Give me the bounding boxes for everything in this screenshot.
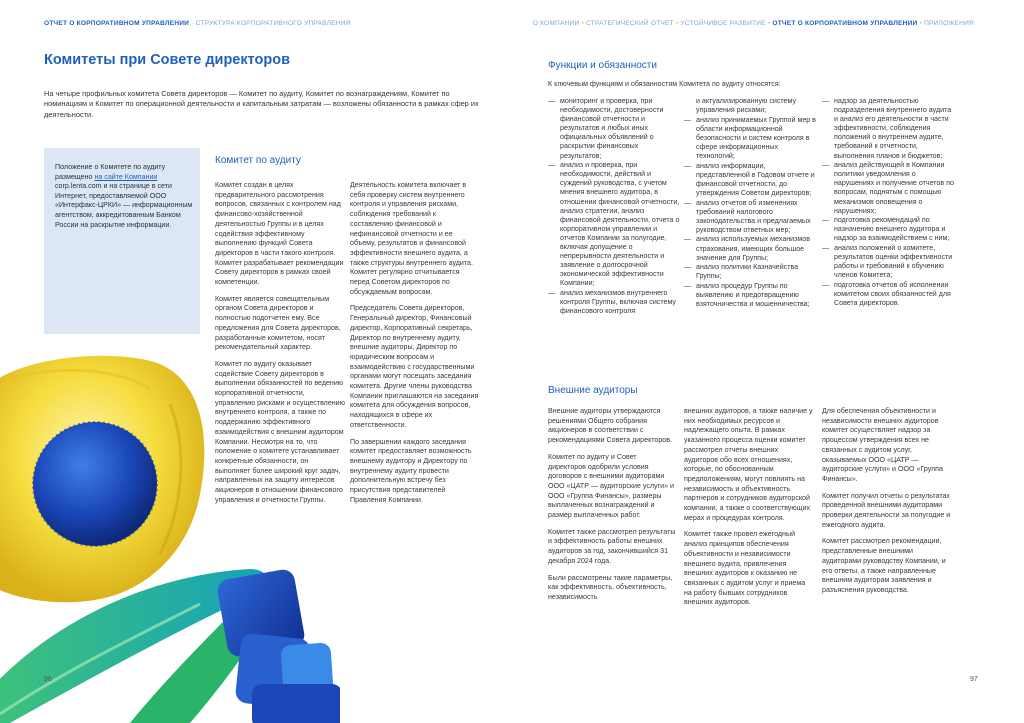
functions-lead: К ключевым функциям и обязанностям Комитета по аудиту относятся:: [548, 80, 781, 88]
external-column-3: [822, 407, 952, 603]
functions-heading: Функции и обязанности: [548, 60, 657, 71]
info-text-after: corp.lenta.com и на странице в сети Интернет, предоставляемой ООО «Интерфакс-ЦРКИ» — информационным агентством, аккредитованным Банком России на раскрытие информации.: [55, 182, 193, 229]
header-subsection: СТРУКТУРА КОРПОРАТИВНОГО УПРАВЛЕНИЯ: [195, 20, 351, 27]
blue-cubes-shape: [216, 568, 340, 723]
nav-item-sustainability[interactable]: УСТОЙЧИВОЕ РАЗВИТИЕ: [680, 20, 766, 27]
intro-paragraph: На четыре профильных комитета Совета директоров — Комитет по аудиту, Комитет по вознаграждениям, Комитет по номинациям и Комитет по операционной деятельности и капитальным затратам — возложены обязанности в рамках сфер их деятельности.: [44, 89, 479, 119]
info-box: [44, 148, 200, 334]
paragraph: Комитет по аудиту и Совет директоров одобрили условия договоров с внешними аудиторами ООО «ЦАТР — аудиторские услуги» и ООО «Группа Финансы», размеры выплаченных вознаграждений и размер выплаченных работ.: [548, 452, 674, 520]
paragraph: Комитет является совещательным органом Совета директоров и полностью подотчетен ему. Все предложения для Совета директоров, разработанные комитетом, носят рекомендательный характер.: [215, 294, 341, 352]
paragraph: Комитет также провел ежегодный анализ принципов обеспечения объективности и независимости внешнего аудита, привлечения внешних аудиторов к оказанию не связанных с аудитом услуг и приема на работу бывших сотрудников внешних аудиторов.: [684, 530, 806, 607]
paragraph: Комитет создан в целях предварительного рассмотрения вопросов, связанных с контролем над финансово-хозяйственной деятельностью Группы и в целях содействия эффективному выполнению функций Совета директоров в части такого контроля. Комитет разрабатывает рекомендации Совету директоров в рамках своей компетенции.: [215, 181, 344, 287]
paragraph: Председатель Совета директоров, Генеральный директор, Финансовый директор, Корпоративный секретарь, Директор по внутреннему аудиту, внешние аудиторы, Директор по юридическим вопросам и взаимодействию с государственными органами могут посещать заседания комитета. Другие члены руководства Компании приглашаются на заседания комитета для обсуждения вопросов, находящихся в сфере их ответственности.: [350, 304, 479, 429]
functions-column-1: [548, 97, 680, 317]
paragraph: Были рассмотрены такие параметры, как эффективность, объективность, независимость: [548, 573, 673, 601]
info-box-text: [55, 163, 193, 230]
function-item: — анализ политики Казначейства Группы;: [684, 263, 816, 281]
paragraph: По завершении каждого заседания комитет предоставляет возможность внешнему аудитору и Директору по внутреннему аудиту провести дополнительную встречу без присутствия представителей Правления Компании.: [350, 437, 472, 504]
function-item: — анализ принимаемых Группой мер в области информационной безопасности и систем контроля в сфере информационных технологий;: [684, 116, 816, 161]
paragraph: Деятельность комитета включает в себя проверку систем внутреннего контроля и управления рисками, соблюдения требований к составлению финансовой и нефинансовой отчетности и ее объему, результатов и финансовой эффективности внешнего аудита, а также структуры внутреннего аудита. Комитет регулярно отчитывается перед Советом директоров по обсуждаемым вопросам.: [350, 181, 473, 296]
header-nav: О КОМПАНИИ • СТРАТЕГИЧЕСКИЙ ОТЧЕТ • УСТОЙЧИВОЕ РАЗВИТИЕ • ОТЧЕТ О КОРПОРАТИВНОМ УПРАВЛЕНИИ • ПРИЛОЖЕНИЯ: [532, 20, 974, 27]
paragraph: Комитет рассмотрел рекомендации, представленные внешними аудиторами руководству Компании, и его ответы, а также направленные внешним аудиторам заявления и разъяснения руководства.: [822, 537, 946, 594]
nav-item-appendices[interactable]: ПРИЛОЖЕНИЯ: [924, 20, 974, 27]
function-item: — подготовка отчетов об исполнении комитетом своих обязанностей для Совета директоров.: [822, 281, 954, 308]
function-item: — анализ информации, представленной в Годовом отчете и финансовой отчетности, до утверждения Советом директоров;: [684, 162, 816, 198]
page-number-right: 97: [970, 676, 978, 683]
paragraph: Комитет по аудиту оказывает содействие Совету директоров в выполнении обязанностей по ведению корпоративной отчетности, управлению рисками и осуществлению внутреннего контроля, а также по поддержанию эффективного взаимодействия с внешним аудитором Компании. Несмотря на то, что положение о комитете устанавливает конкретные обязанности, он выполняет более широкий круг задач, направленных на защиту интересов акционеров в отношении финансового управления и отчетности Группы.: [215, 359, 345, 504]
audit-committee-heading: Комитет по аудиту: [215, 155, 301, 166]
paragraph: внешних аудиторов, а также наличие у них необходимых ресурсов и надлежащего опыта. В рамках указанного процесса оценки комитет рассмотрел отчеты внешних аудиторов обо всех отношениях, которые, по обоснованным предположениям, могут повлиять на независимость и объективность партнеров и сотрудников аудиторской компании, а также о соответствующих мерах и процедурах контроля.: [684, 407, 813, 522]
function-item: — анализ используемых механизмов страхования, имеющих большое значение для Группы;: [684, 235, 816, 262]
external-column-2: [684, 407, 814, 615]
function-item: — подготовка рекомендаций по назначению внешнего аудитора и надзор за взаимодействием с ним;: [822, 216, 954, 243]
function-item: и актуализированную систему управления рисками;: [696, 97, 796, 115]
header-section-link[interactable]: ОТЧЕТ О КОРПОРАТИВНОМ УПРАВЛЕНИИ: [44, 20, 190, 27]
page-title: Комитеты при Совете директоров: [44, 52, 291, 68]
paragraph: Для обеспечения объективности и независимости внешних аудиторов комитет осуществляет надзор за процессом утверждения всех не связанных с аудитом услуг, оказываемых ООО «ЦАТР — аудиторские услуги» и ООО «Группа Финансы».: [822, 407, 943, 483]
functions-column-2: [684, 97, 816, 310]
paragraph: Внешние аудиторы утверждаются решениями Общего собрания акционеров в соответствии с рекомендациями Совета директоров.: [548, 407, 672, 445]
page-number-left: 96: [44, 676, 52, 683]
header-breadcrumb: ОТЧЕТ О КОРПОРАТИВНОМ УПРАВЛЕНИИ · СТРУКТУРА КОРПОРАТИВНОГО УПРАВЛЕНИЯ: [44, 20, 351, 27]
function-item: — анализ положений о комитете, результатов оценки эффективности работы и требований к обучению членов Комитета;: [822, 244, 954, 280]
nav-item-strategic[interactable]: СТРАТЕГИЧЕСКИЙ ОТЧЕТ: [586, 20, 674, 27]
nav-item-governance[interactable]: ОТЧЕТ О КОРПОРАТИВНОМ УПРАВЛЕНИИ: [772, 20, 918, 27]
external-auditors-heading: Внешние аудиторы: [548, 385, 638, 396]
info-text-before: Положение о Комитете по аудиту размещено: [55, 163, 166, 181]
company-site-link[interactable]: на сайте Компании: [94, 172, 158, 181]
function-item: — надзор за деятельностью подразделения внутреннего аудита и анализ его деятельности в части эффективности, соблюдения положений о внутреннем аудите, требований к отчетности, выполнения планов и бюджетов;: [822, 97, 954, 161]
paragraph: Комитет получил отчеты о результатах проведенной внешними аудиторами проверки деятельности за полугодие и ежегодного аудита.: [822, 491, 951, 529]
paragraph: Комитет также рассмотрел результаты и эффективность работы внешних аудиторов за год, закончившийся 31 декабря 2024 года.: [548, 527, 676, 565]
function-item: — анализ процедур Группы по выявлению и предотвращению взяточничества и мошенничества;: [684, 282, 816, 309]
audit-column-2: [350, 181, 480, 513]
nav-item-company[interactable]: О КОМПАНИИ: [532, 20, 580, 27]
function-item: — анализ механизмов внутреннего контроля Группы, включая систему финансового контроля: [548, 289, 680, 316]
external-column-1: [548, 407, 676, 610]
function-item: — анализ и проверка, при необходимости, действий и суждений руководства, с учетом мнения внешнего аудитора, в отношении финансовой отчетности, анализ стратегии, анализ финансовой деятельности, отчета о корпоративном управлении и отчетов Компании за полугодие, включая допущение о непрерывности деятельности и заявление о долгосрочной экономической эффективности Компании;: [548, 161, 680, 288]
functions-column-3: [822, 97, 954, 309]
function-item: — анализ отчетов об изменениях требований налогового законодательства и предлагаемых руководством ответных мер;: [684, 199, 816, 235]
function-item: — мониторинг и проверка, при необходимости, достоверности финансовой отчетности и результатов и любых иных официальных объявлений о раскрытии финансовых результатов;: [548, 97, 680, 161]
function-item: — анализ действующей в Компании политики уведомления о нарушениях и получение отчетов по вопросам, поднятым с помощью механизмов оповещения о нарушениях;: [822, 161, 954, 216]
decorative-illustration: [0, 344, 340, 723]
